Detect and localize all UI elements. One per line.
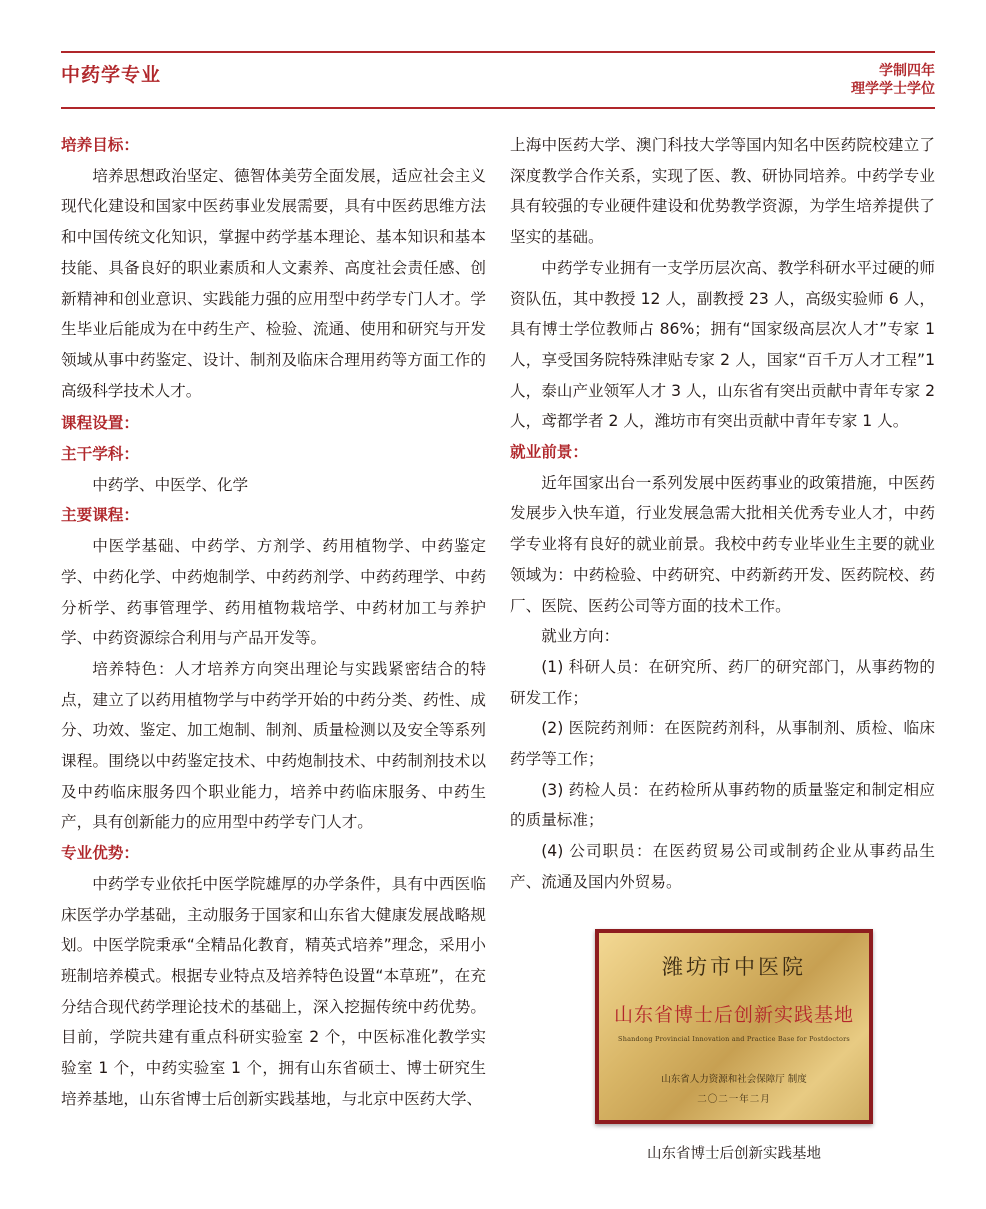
direction-item: (2) 医院药剂师：在医院药剂科，从事制剂、质检、临床药学等工作； <box>510 719 935 769</box>
employment-paragraph: 近年国家出台一系列发展中医药事业的政策措施，中医药发展步入快车道，行业发展急需大批相关优秀专业人才，中药学专业将有良好的就业前景。我校中药专业毕业生主要的就业领域为：中药检验、中药研究、中药新药开发、医药院校、药厂、医院、医药公司等方面的技术工作。 <box>510 473 935 615</box>
main-courses-heading: 主要课程： <box>61 506 139 525</box>
direction-item: (1) 科研人员：在研究所、药厂的研究部门，从事药物的研发工作； <box>510 657 935 707</box>
page-title: 中药学专业 <box>61 64 162 86</box>
main-courses-paragraph: 中医学基础、中药学、方剂学、药用植物学、中药鉴定学、中药化学、中药炮制学、中药药剂学、中药药理学、中药分析学、药事管理学、药用植物栽培学、中药材加工与养护学、中药资源综合利用与产品开发等。 <box>61 537 486 648</box>
direction-item: (3) 药检人员：在药检所从事药物的质量鉴定和制定相应的质量标准； <box>510 780 935 830</box>
plaque-hospital-name: 潍坊市中医院 <box>662 955 806 979</box>
faculty-paragraph: 中药学专业拥有一支学历层次高、教学科研水平过硬的师资队伍，其中教授 12 人，副教授 23 人，高级实验师 6 人，具有博士学位教师占 86%；拥有“国家级高层次人才”专家 1 人，享受国务院特殊津贴专家 2 人，国家“百千万人才工程”1 人，泰山产业领军人才 3 人，山东省有突出贡献中青年专家 2 人，鸢都学者 2 人，潍坊市有突出贡献中青年专家 1 人。 <box>510 258 935 431</box>
plaque-date: 二〇二一年二月 <box>697 1094 771 1105</box>
curriculum-heading: 课程设置： <box>61 414 139 433</box>
plaque-issuer: 山东省人力资源和社会保障厅 制度 <box>661 1074 807 1085</box>
direction-item: (4) 公司职员：在医药贸易公司或制药企业从事药品生产、流通及国内外贸易。 <box>510 842 935 891</box>
goal-paragraph: 培养思想政治坚定、德智体美劳全面发展，适应社会主义现代化建设和国家中医药事业发展需要，具有中医药思维方法和中国传统文化知识，掌握中药学基本理论、基本知识和基本技能、具备良好的职业素质和人文素养、高度社会责任感、创新精神和创业意识、实践能力强的应用型中药学专门人才。学生毕业后能成为在中药生产、检验、流通、使用和研究与开发领域从事中药鉴定、设计、制剂及临床合理用药等方面工作的高级科学技术人才。 <box>61 166 486 400</box>
employment-heading: 就业前景： <box>510 443 588 462</box>
program-duration: 学制四年 <box>879 63 935 79</box>
program-info <box>851 62 935 98</box>
plaque-english-title: Shandong Provincial Innovation and Practice Base for Postdoctors <box>618 1035 850 1043</box>
advantage-continued-paragraph: 上海中医药大学、澳门科技大学等国内知名中医药院校建立了深度教学合作关系，实现了医、教、研协同培养。中药学专业具有较强的专业硬件建设和优势教学资源，为学生培养提供了坚实的基础。 <box>510 136 935 247</box>
plaque-caption: 山东省博士后创新实践基地 <box>647 1146 821 1162</box>
goal-heading: 培养目标： <box>61 136 139 154</box>
features-paragraph: 培养特色：人才培养方向突出理论与实践紧密结合的特点，建立了以药用植物学与中药学开始的中药分类、药性、成分、功效、鉴定、加工炮制、制剂、质量检测以及安全等系列课程。围绕以中药鉴定技术、中药炮制技术、中药制剂技术以及中药临床服务四个职业能力，培养中药临床服务、中药生产，具有创新能力的应用型中药学专门人才。 <box>61 659 486 832</box>
main-subjects-paragraph: 中药学、中医学、化学 <box>92 475 249 494</box>
header-bottom-rule <box>61 107 935 109</box>
plaque-photo <box>595 929 873 1124</box>
advantage-paragraph: 中药学专业依托中医学院雄厚的办学条件，具有中西医临床医学办学基础，主动服务于国家和山东省大健康发展战略规划。中医学院秉承“全精品化教育，精英式培养”理念，采用小班制培养模式。根据专业特点及培养特色设置“本草班”，在充分结合现代药学理论技术的基础上，深入挖掘传统中药优势。目前，学院共建有重点科研实验室 2 个，中医标准化教学实验室 1 个，中药实验室 1 个，拥有山东省硕士、博士研究生培养基地，山东省博士后创新实践基地，与北京中医药大学、 <box>61 874 486 1108</box>
plaque-base-title: 山东省博士后创新实践基地 <box>613 1004 854 1026</box>
header-top-rule <box>61 51 935 53</box>
advantage-heading: 专业优势： <box>61 844 139 863</box>
right-column <box>510 130 935 898</box>
main-subjects-heading: 主干学科： <box>61 445 139 464</box>
directions-label: 就业方向： <box>541 627 620 646</box>
program-degree: 理学学士学位 <box>851 81 935 97</box>
left-column <box>61 130 486 1115</box>
